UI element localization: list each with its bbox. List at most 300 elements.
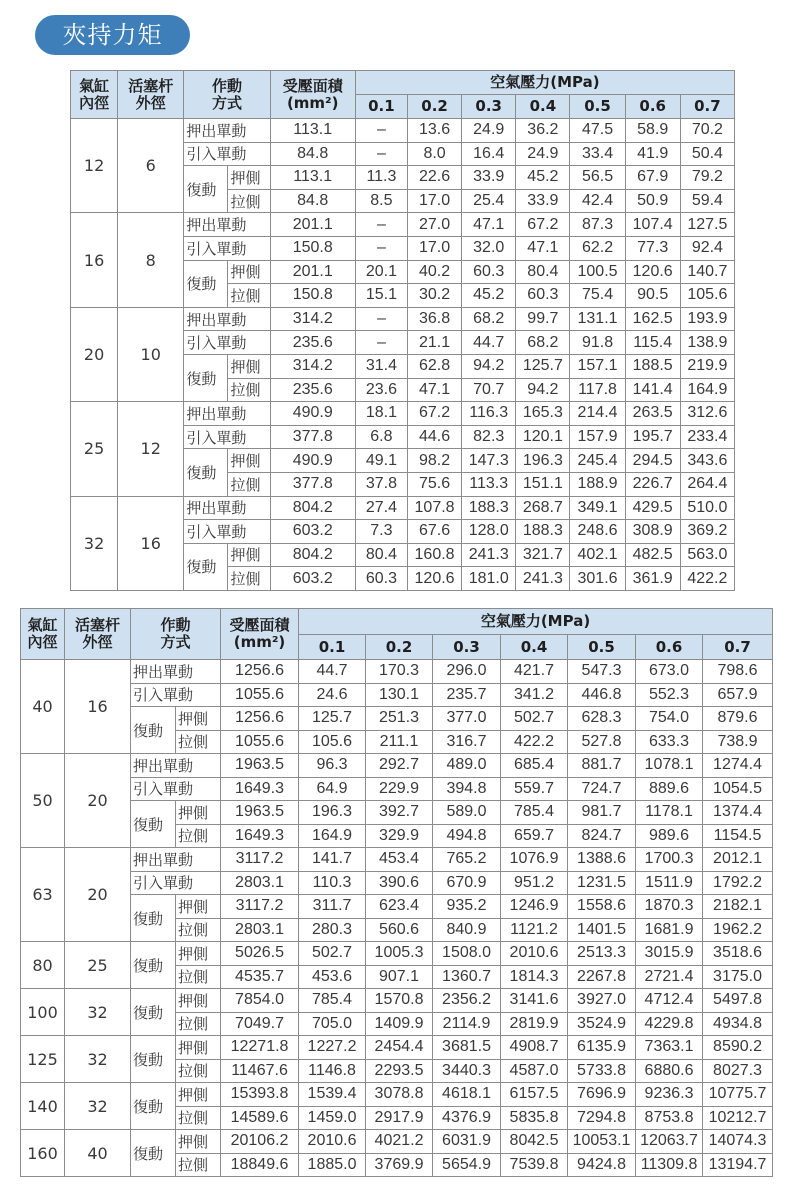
force-cell: 3440.3 xyxy=(433,1059,501,1083)
force-cell: 3175.0 xyxy=(703,965,773,989)
force-cell: 62.2 xyxy=(570,236,625,260)
force-cell: 657.9 xyxy=(703,683,773,707)
area-cell: 4535.7 xyxy=(221,965,299,989)
force-cell: 92.4 xyxy=(680,236,734,260)
force-cell: 798.6 xyxy=(703,660,773,684)
force-cell: 188.5 xyxy=(625,354,680,378)
action-pull-side: 拉側 xyxy=(228,472,270,496)
action-push-side: 押側 xyxy=(228,543,270,567)
area-cell: 1963.5 xyxy=(221,754,299,778)
bore-cell: 40 xyxy=(21,660,65,754)
action-header: 作動 方式 xyxy=(131,609,221,660)
force-cell: 70.2 xyxy=(680,119,734,143)
force-cell: 8.5 xyxy=(355,189,407,213)
area-cell: 18849.6 xyxy=(221,1153,299,1177)
force-cell: 8590.2 xyxy=(703,1036,773,1060)
force-cell: 3927.0 xyxy=(568,989,636,1013)
force-cell: 47.1 xyxy=(407,378,461,402)
action-push-side: 押側 xyxy=(176,942,221,966)
force-cell: 13.6 xyxy=(407,119,461,143)
force-cell: 4934.8 xyxy=(703,1012,773,1036)
area-cell: 1055.6 xyxy=(221,730,299,754)
force-cell: 633.3 xyxy=(636,730,703,754)
area-cell: 2803.1 xyxy=(221,918,299,942)
action-push-side: 押側 xyxy=(176,1083,221,1107)
force-cell: 377.0 xyxy=(433,707,501,731)
force-cell: 47.1 xyxy=(462,213,516,237)
rod-cell: 32 xyxy=(65,1083,131,1130)
area-cell: 3117.2 xyxy=(221,848,299,872)
table-row xyxy=(21,942,773,966)
force-cell: 1681.9 xyxy=(636,918,703,942)
action-pull-single: 引入單動 xyxy=(184,142,270,166)
table-row xyxy=(21,1130,773,1154)
force-cell: 1700.3 xyxy=(636,848,703,872)
table1-body xyxy=(71,119,735,591)
force-cell: 1792.2 xyxy=(703,871,773,895)
force-cell: 1459.0 xyxy=(299,1106,366,1130)
action-pull-single: 引入單動 xyxy=(184,520,270,544)
force-cell: 2182.1 xyxy=(703,895,773,919)
force-cell: 58.9 xyxy=(625,119,680,143)
force-cell: 724.7 xyxy=(568,777,636,801)
force-cell: 193.9 xyxy=(680,307,734,331)
force-cell: 50.4 xyxy=(680,142,734,166)
force-cell: 99.7 xyxy=(516,307,570,331)
force-cell: 482.5 xyxy=(625,543,680,567)
force-cell: 2293.5 xyxy=(366,1059,433,1083)
area-cell: 14589.6 xyxy=(221,1106,299,1130)
force-cell: 24.6 xyxy=(299,683,366,707)
action-pull-single: 引入單動 xyxy=(131,871,221,895)
force-cell: 75.4 xyxy=(570,284,625,308)
rod-header: 活塞杆 外徑 xyxy=(118,71,184,119)
force-cell: 785.4 xyxy=(501,801,568,825)
action-push-side: 押側 xyxy=(176,1130,221,1154)
action-double: 復動 xyxy=(131,707,176,754)
clamping-force-table-small-bore xyxy=(70,70,735,591)
force-cell: 188.9 xyxy=(570,472,625,496)
force-cell: 94.2 xyxy=(462,354,516,378)
force-cell: 502.7 xyxy=(501,707,568,731)
force-cell: 1231.5 xyxy=(568,871,636,895)
force-cell: 394.8 xyxy=(433,777,501,801)
force-cell: 7.3 xyxy=(355,520,407,544)
force-cell: 559.7 xyxy=(501,777,568,801)
action-pull-single: 引入單動 xyxy=(184,331,270,355)
pressure-col-header: 0.4 xyxy=(501,635,568,660)
action-double: 復動 xyxy=(131,1130,176,1177)
force-cell: 623.4 xyxy=(366,895,433,919)
force-cell: 3524.9 xyxy=(568,1012,636,1036)
force-cell: 188.3 xyxy=(516,520,570,544)
force-cell: 8753.8 xyxy=(636,1106,703,1130)
bore-header: 氣缸 內徑 xyxy=(21,609,65,660)
force-cell: 1401.5 xyxy=(568,918,636,942)
pressure-col-header: 0.7 xyxy=(680,95,734,119)
force-cell: 765.2 xyxy=(433,848,501,872)
force-cell: 87.3 xyxy=(570,213,625,237)
area-cell: 490.9 xyxy=(270,402,355,426)
force-cell: 1374.4 xyxy=(703,801,773,825)
force-cell: 251.3 xyxy=(366,707,433,731)
force-cell: 311.7 xyxy=(299,895,366,919)
force-cell: 32.0 xyxy=(462,236,516,260)
area-cell: 84.8 xyxy=(270,142,355,166)
force-cell: 1539.4 xyxy=(299,1083,366,1107)
force-cell: 5654.9 xyxy=(433,1153,501,1177)
force-cell: 125.7 xyxy=(299,707,366,731)
area-cell: 5026.5 xyxy=(221,942,299,966)
force-cell: 422.2 xyxy=(680,567,734,591)
force-cell: 670.9 xyxy=(433,871,501,895)
rod-cell: 8 xyxy=(118,213,184,307)
rod-cell: 20 xyxy=(65,754,131,848)
section-title: 夾持力矩 xyxy=(62,21,163,49)
force-cell: 1146.8 xyxy=(299,1059,366,1083)
bore-cell: 125 xyxy=(21,1036,65,1083)
area-cell: 113.1 xyxy=(270,119,355,143)
table-row xyxy=(21,1036,773,1060)
force-cell: 10053.1 xyxy=(568,1130,636,1154)
force-cell: 7696.9 xyxy=(568,1083,636,1107)
area-cell: 201.1 xyxy=(270,260,355,284)
force-cell: 2454.4 xyxy=(366,1036,433,1060)
force-cell: 67.2 xyxy=(407,402,461,426)
action-double: 復動 xyxy=(131,989,176,1036)
force-cell: 1274.4 xyxy=(703,754,773,778)
pressure-col-header: 0.6 xyxy=(625,95,680,119)
area-cell: 1256.6 xyxy=(221,660,299,684)
force-cell: 1388.6 xyxy=(568,848,636,872)
force-cell: 30.2 xyxy=(407,284,461,308)
force-cell: 369.2 xyxy=(680,520,734,544)
force-cell: 1409.9 xyxy=(366,1012,433,1036)
table-row xyxy=(21,1083,773,1107)
force-cell: 1885.0 xyxy=(299,1153,366,1177)
table-row xyxy=(71,119,735,143)
force-cell: 130.1 xyxy=(366,683,433,707)
rod-cell: 40 xyxy=(65,1130,131,1177)
force-cell: 16.4 xyxy=(462,142,516,166)
force-cell: 170.3 xyxy=(366,660,433,684)
force-cell: 6880.6 xyxy=(636,1059,703,1083)
force-cell: 188.3 xyxy=(462,496,516,520)
force-cell: 100.5 xyxy=(570,260,625,284)
table2-body xyxy=(21,660,773,1177)
force-cell: 14074.3 xyxy=(703,1130,773,1154)
force-cell: 157.1 xyxy=(570,354,625,378)
force-cell: 60.3 xyxy=(462,260,516,284)
force-cell: 3769.9 xyxy=(366,1153,433,1177)
force-cell: 67.2 xyxy=(516,213,570,237)
rod-header: 活塞杆 外徑 xyxy=(65,609,131,660)
area-cell: 3117.2 xyxy=(221,895,299,919)
section-title-badge xyxy=(35,15,190,55)
force-cell: – xyxy=(355,331,407,355)
force-cell: 44.6 xyxy=(407,425,461,449)
area-cell: 377.8 xyxy=(270,425,355,449)
force-cell: 2010.6 xyxy=(501,942,568,966)
table-row xyxy=(21,801,773,825)
force-cell: 13194.7 xyxy=(703,1153,773,1177)
force-cell: 589.0 xyxy=(433,801,501,825)
force-cell: 9236.3 xyxy=(636,1083,703,1107)
force-cell: 628.3 xyxy=(568,707,636,731)
action-pull-side: 拉側 xyxy=(176,1106,221,1130)
force-cell: 263.5 xyxy=(625,402,680,426)
force-cell: 27.4 xyxy=(355,496,407,520)
rod-cell: 32 xyxy=(65,989,131,1036)
force-cell: 17.0 xyxy=(407,189,461,213)
force-cell: 24.9 xyxy=(516,142,570,166)
pressure-col-header: 0.5 xyxy=(570,95,625,119)
force-cell: 45.2 xyxy=(462,284,516,308)
force-cell: 4376.9 xyxy=(433,1106,501,1130)
rod-cell: 32 xyxy=(65,1036,131,1083)
action-push-side: 押側 xyxy=(176,801,221,825)
force-cell: 116.3 xyxy=(462,402,516,426)
pressure-col-header: 0.3 xyxy=(433,635,501,660)
force-cell: 47.1 xyxy=(516,236,570,260)
force-cell: 1154.5 xyxy=(703,824,773,848)
force-cell: 3141.6 xyxy=(501,989,568,1013)
force-cell: 248.6 xyxy=(570,520,625,544)
force-cell: 120.6 xyxy=(407,567,461,591)
action-push-single: 押出單動 xyxy=(184,213,270,237)
force-cell: 105.6 xyxy=(299,730,366,754)
area-header: 受壓面積 (mm²) xyxy=(221,609,299,660)
pressure-col-header: 0.3 xyxy=(462,95,516,119)
action-double: 復動 xyxy=(131,801,176,848)
rod-cell: 25 xyxy=(65,942,131,989)
force-cell: 91.8 xyxy=(570,331,625,355)
action-pull-side: 拉側 xyxy=(228,284,270,308)
force-cell: 1121.2 xyxy=(501,918,568,942)
force-cell: 294.5 xyxy=(625,449,680,473)
force-cell: 4587.0 xyxy=(501,1059,568,1083)
force-cell: 390.6 xyxy=(366,871,433,895)
action-double: 復動 xyxy=(184,449,228,496)
action-double: 復動 xyxy=(131,895,176,942)
action-pull-single: 引入單動 xyxy=(184,425,270,449)
force-cell: 308.9 xyxy=(625,520,680,544)
force-cell: 8042.5 xyxy=(501,1130,568,1154)
force-cell: 527.8 xyxy=(568,730,636,754)
force-cell: 138.9 xyxy=(680,331,734,355)
table-row xyxy=(21,754,773,778)
force-cell: 4908.7 xyxy=(501,1036,568,1060)
action-pull-side: 拉側 xyxy=(176,965,221,989)
area-cell: 7854.0 xyxy=(221,989,299,1013)
pressure-col-header: 0.2 xyxy=(407,95,461,119)
clamping-force-table-large-bore xyxy=(20,608,773,1177)
rod-cell: 16 xyxy=(65,660,131,754)
force-cell: 10775.7 xyxy=(703,1083,773,1107)
force-cell: 196.3 xyxy=(299,801,366,825)
force-cell: 245.4 xyxy=(570,449,625,473)
action-push-single: 押出單動 xyxy=(184,307,270,331)
force-cell: 301.6 xyxy=(570,567,625,591)
force-cell: 446.8 xyxy=(568,683,636,707)
table-row xyxy=(71,307,735,331)
area-cell: 15393.8 xyxy=(221,1083,299,1107)
action-double: 復動 xyxy=(184,166,228,213)
bore-cell: 140 xyxy=(21,1083,65,1130)
force-cell: 1246.9 xyxy=(501,895,568,919)
action-push-side: 押側 xyxy=(228,354,270,378)
force-cell: 36.8 xyxy=(407,307,461,331)
force-cell: 754.0 xyxy=(636,707,703,731)
force-cell: 738.9 xyxy=(703,730,773,754)
force-cell: 17.0 xyxy=(407,236,461,260)
pressure-header: 空氣壓力(MPa) xyxy=(299,609,773,635)
force-cell: 33.4 xyxy=(570,142,625,166)
pressure-col-header: 0.4 xyxy=(516,95,570,119)
force-cell: 24.9 xyxy=(462,119,516,143)
force-cell: 165.3 xyxy=(516,402,570,426)
force-cell: 67.6 xyxy=(407,520,461,544)
action-push-side: 押側 xyxy=(176,707,221,731)
force-cell: 164.9 xyxy=(680,378,734,402)
force-cell: 68.2 xyxy=(462,307,516,331)
force-cell: 5733.8 xyxy=(568,1059,636,1083)
area-cell: 20106.2 xyxy=(221,1130,299,1154)
force-cell: 907.1 xyxy=(366,965,433,989)
force-cell: 889.6 xyxy=(636,777,703,801)
force-cell: 20.1 xyxy=(355,260,407,284)
area-cell: 84.8 xyxy=(270,189,355,213)
force-cell: 36.2 xyxy=(516,119,570,143)
force-cell: 120.1 xyxy=(516,425,570,449)
force-cell: 429.5 xyxy=(625,496,680,520)
force-cell: 3078.8 xyxy=(366,1083,433,1107)
pressure-col-header: 0.1 xyxy=(355,95,407,119)
force-cell: 951.2 xyxy=(501,871,568,895)
force-cell: 235.7 xyxy=(433,683,501,707)
force-cell: – xyxy=(355,307,407,331)
force-cell: 11.3 xyxy=(355,166,407,190)
force-cell: 510.0 xyxy=(680,496,734,520)
area-cell: 1649.3 xyxy=(221,824,299,848)
area-cell: 1256.6 xyxy=(221,707,299,731)
bore-cell: 12 xyxy=(71,119,118,213)
force-cell: 70.7 xyxy=(462,378,516,402)
force-cell: 343.6 xyxy=(680,449,734,473)
force-cell: 22.6 xyxy=(407,166,461,190)
force-cell: 560.6 xyxy=(366,918,433,942)
area-cell: 490.9 xyxy=(270,449,355,473)
pressure-col-header: 0.5 xyxy=(568,635,636,660)
force-cell: 1078.1 xyxy=(636,754,703,778)
action-push-side: 押側 xyxy=(176,895,221,919)
force-cell: 824.7 xyxy=(568,824,636,848)
force-cell: 37.8 xyxy=(355,472,407,496)
force-cell: 7539.8 xyxy=(501,1153,568,1177)
area-cell: 150.8 xyxy=(270,236,355,260)
force-cell: 105.6 xyxy=(680,284,734,308)
action-double: 復動 xyxy=(131,942,176,989)
action-push-single: 押出單動 xyxy=(131,660,221,684)
force-cell: 280.3 xyxy=(299,918,366,942)
force-cell: 6157.5 xyxy=(501,1083,568,1107)
force-cell: 181.0 xyxy=(462,567,516,591)
force-cell: 296.0 xyxy=(433,660,501,684)
force-cell: 23.6 xyxy=(355,378,407,402)
force-cell: 1178.1 xyxy=(636,801,703,825)
force-cell: 8027.3 xyxy=(703,1059,773,1083)
force-cell: 7294.8 xyxy=(568,1106,636,1130)
action-pull-single: 引入單動 xyxy=(131,683,221,707)
force-cell: 2513.3 xyxy=(568,942,636,966)
table-row xyxy=(21,707,773,731)
force-cell: 2114.9 xyxy=(433,1012,501,1036)
force-cell: 42.4 xyxy=(570,189,625,213)
force-cell: 60.3 xyxy=(516,284,570,308)
bore-cell: 25 xyxy=(71,402,118,496)
force-cell: 1962.2 xyxy=(703,918,773,942)
force-cell: 2267.8 xyxy=(568,965,636,989)
force-cell: 219.9 xyxy=(680,354,734,378)
force-cell: – xyxy=(355,119,407,143)
force-cell: 50.9 xyxy=(625,189,680,213)
force-cell: 392.7 xyxy=(366,801,433,825)
force-cell: 5835.8 xyxy=(501,1106,568,1130)
force-cell: 44.7 xyxy=(299,660,366,684)
action-push-side: 押側 xyxy=(228,449,270,473)
rod-cell: 16 xyxy=(118,496,184,590)
action-push-single: 押出單動 xyxy=(184,402,270,426)
area-cell: 1649.3 xyxy=(221,777,299,801)
force-cell: 3681.5 xyxy=(433,1036,501,1060)
force-cell: 9424.8 xyxy=(568,1153,636,1177)
force-cell: 12063.7 xyxy=(636,1130,703,1154)
action-double: 復動 xyxy=(131,1036,176,1083)
table-row xyxy=(21,989,773,1013)
action-pull-side: 拉側 xyxy=(176,730,221,754)
force-cell: 147.3 xyxy=(462,449,516,473)
force-cell: 196.3 xyxy=(516,449,570,473)
area-cell: 1963.5 xyxy=(221,801,299,825)
table-row xyxy=(21,660,773,684)
action-pull-single: 引入單動 xyxy=(184,236,270,260)
force-cell: 141.4 xyxy=(625,378,680,402)
force-cell: 18.1 xyxy=(355,402,407,426)
table-row xyxy=(21,895,773,919)
area-cell: 2803.1 xyxy=(221,871,299,895)
rod-cell: 12 xyxy=(118,402,184,496)
force-cell: 8.0 xyxy=(407,142,461,166)
force-cell: 115.4 xyxy=(625,331,680,355)
force-cell: 98.2 xyxy=(407,449,461,473)
action-push-side: 押側 xyxy=(176,989,221,1013)
table-row xyxy=(21,871,773,895)
force-cell: 881.7 xyxy=(568,754,636,778)
force-cell: 264.4 xyxy=(680,472,734,496)
action-push-side: 押側 xyxy=(176,1036,221,1060)
force-cell: 5497.8 xyxy=(703,989,773,1013)
action-pull-side: 拉側 xyxy=(176,824,221,848)
force-cell: 4618.1 xyxy=(433,1083,501,1107)
force-cell: 94.2 xyxy=(516,378,570,402)
force-cell: 422.2 xyxy=(501,730,568,754)
force-cell: 685.4 xyxy=(501,754,568,778)
force-cell: 33.9 xyxy=(462,166,516,190)
force-cell: 1870.3 xyxy=(636,895,703,919)
force-cell: 2010.6 xyxy=(299,1130,366,1154)
force-cell: 107.4 xyxy=(625,213,680,237)
force-cell: 329.9 xyxy=(366,824,433,848)
